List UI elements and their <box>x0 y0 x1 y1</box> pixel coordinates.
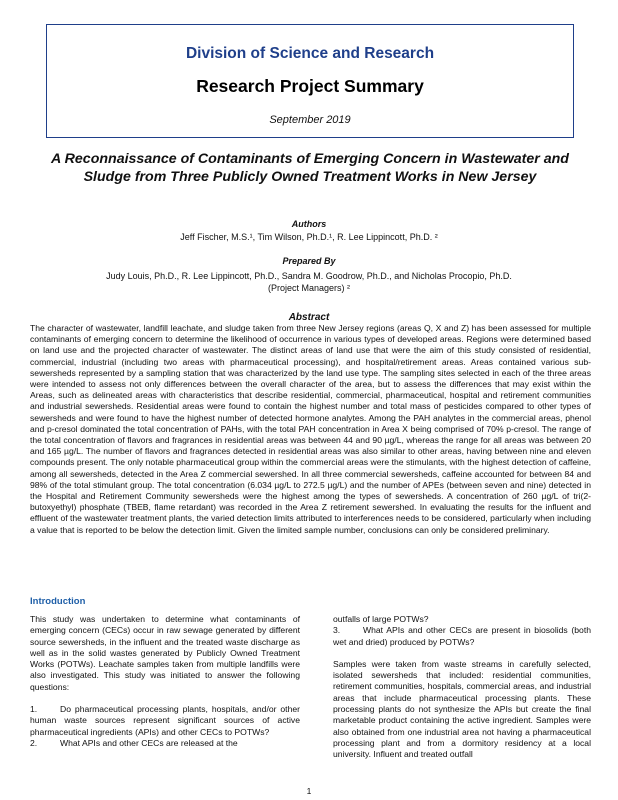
question-3-text: What APIs and other CECs are present in biosolids (both wet and dried) produced by POTWs? <box>333 625 591 647</box>
prepared-by-role: (Project Managers) ² <box>267 282 351 293</box>
prepared-by-block <box>40 271 578 294</box>
right-column <box>333 614 591 772</box>
prepared-by-names: Judy Louis, Ph.D., R. Lee Lippincott, Ph.D., Sandra M. Goodrow, Ph.D., and Nicholas Procopio, Ph.D. <box>106 271 512 281</box>
question-1-number: 1. <box>30 704 38 715</box>
summary-heading: Research Project Summary <box>196 76 424 96</box>
question-2-text: What APIs and other CECs are released at the <box>60 737 238 748</box>
intro-paragraph: This study was undertaken to determine what contaminants of emerging concern (CECs) occur in raw sewage generated by different source sewersheds, in the influent and the treated waste discharge as well as in the solid wastes generated by Publicly Owned Treatment Works (POTWs). Leachate samples taken from multiple landfills were also investigated. This study was initiated to answer the following questions: <box>30 614 300 692</box>
question-1-text: Do pharmaceutical processing plants, hospitals, and/or other human waste sources represent significant sources of active pharmaceutical ingredients (APIs) and other CECs to POTWs? <box>30 704 300 737</box>
abstract-text: The character of wastewater, landfill leachate, and sludge taken from three New Jersey regions (areas Q, X and Z) has been assessed for multiple contaminants of emerging concern to determine the likelihood of occurrence in various types of developed areas. Regions were determined based on land use and the projected character of wastewater. The distinct areas of land use that were the aim of this study consisted of residential, commercial, industrial (including two areas with pharmaceutical processing), and hospital/retirement areas. Areas contained various sub-sewersheds represented by a sampling station that was characterized by the land use type. The sampling sites selected in each of the three areas were intended to assess not only differences between the overall character of the area, but to assess the differences that may exist within the Areas, such as delineated areas with characteristics that describe residential, commercial, pharmaceutical, hospital and retirement communities and industrial sewersheds. Residential areas were found to contain the highest number and total mass of pesticides compared to other types of sewersheds and were found to have the highest number of detected hormone analytes. Among the PAH analytes in the commercial areas, phenol and p-cresol dominated the total concentration of PAHs, with the total PAH concentration in Area X being comprised of 70% p-cresol. The range of the total concentration of flavors and fragrances in residential areas was between 44 and 90 µg/L, whereas the range for all areas was between 20 and 165 µg/L. The number of flavors and fragrances detected in residential areas was also similar to other areas, having between nine and eleven compounds present. The only notable pharmaceutical group within the commercial areas were the stimulants, with the highest detection of caffeine, among all sewersheds, detected in the Area Z commercial sewershed. In all three commercial sewersheds, caffeine accounted for between 84 and 98% of the total stimulant group. The total concentration (6.034 µg/L to 272.5 µg/L) and the number of APEs (between seven and nine) detected in the Hospital and Retirement Community sewersheds were the highest among the types of sewersheds. A concentration of 260 µg/L of tri(2-butoxyethyl) phosphate (TBEB, flame retardant) was recorded in the Area Z retirement sewershed. In evaluating the results for the influent and effluent of the wastewater treatment plants, the varied detection limits attributed to interferences needs to be considered, particularly when including a value that is reported to be below the detection limit. Given the limited sample number, conclusions can only be considered preliminary. <box>30 323 591 535</box>
samples-paragraph: Samples were taken from waste streams in carefully selected, isolated sewersheds that included: residential communities, retirement communities, hospitals, commercial areas, and industrial areas that include pharmaceutical processing plants. These processing plants do not synthesize the APIs but create the final marketable product containing the active ingredient. Samples were also obtained from one industrial area not having a pharmaceutical processing plant and from a dormitory residency at a local university. Influent and treated outfall <box>333 658 591 760</box>
abstract-heading: Abstract <box>288 312 330 323</box>
authors-names: Jeff Fischer, M.S.¹, Tim Wilson, Ph.D.¹, R. Lee Lippincott, Ph.D. ² <box>180 232 438 242</box>
publication-date: September 2019 <box>269 114 351 126</box>
prepared-by-heading: Prepared By <box>282 256 336 266</box>
header-box <box>46 24 574 138</box>
page-number: 1 <box>306 786 312 796</box>
question-2-continued: outfalls of large POTWs? <box>333 614 429 624</box>
question-1 <box>30 704 300 738</box>
division-name: Division of Science and Research <box>185 45 435 62</box>
introduction-heading: Introduction <box>30 596 86 607</box>
question-2-number: 2. <box>30 737 38 748</box>
question-3-number: 3. <box>333 625 341 636</box>
question-2 <box>30 738 300 749</box>
left-column <box>30 614 300 749</box>
question-3 <box>333 625 591 648</box>
report-title: A Reconnaissance of Contaminants of Emerging Concern in Wastewater and Sludge from Three Publicly Owned Treatment Works in New Jersey <box>51 151 569 185</box>
authors-heading: Authors <box>291 219 327 229</box>
